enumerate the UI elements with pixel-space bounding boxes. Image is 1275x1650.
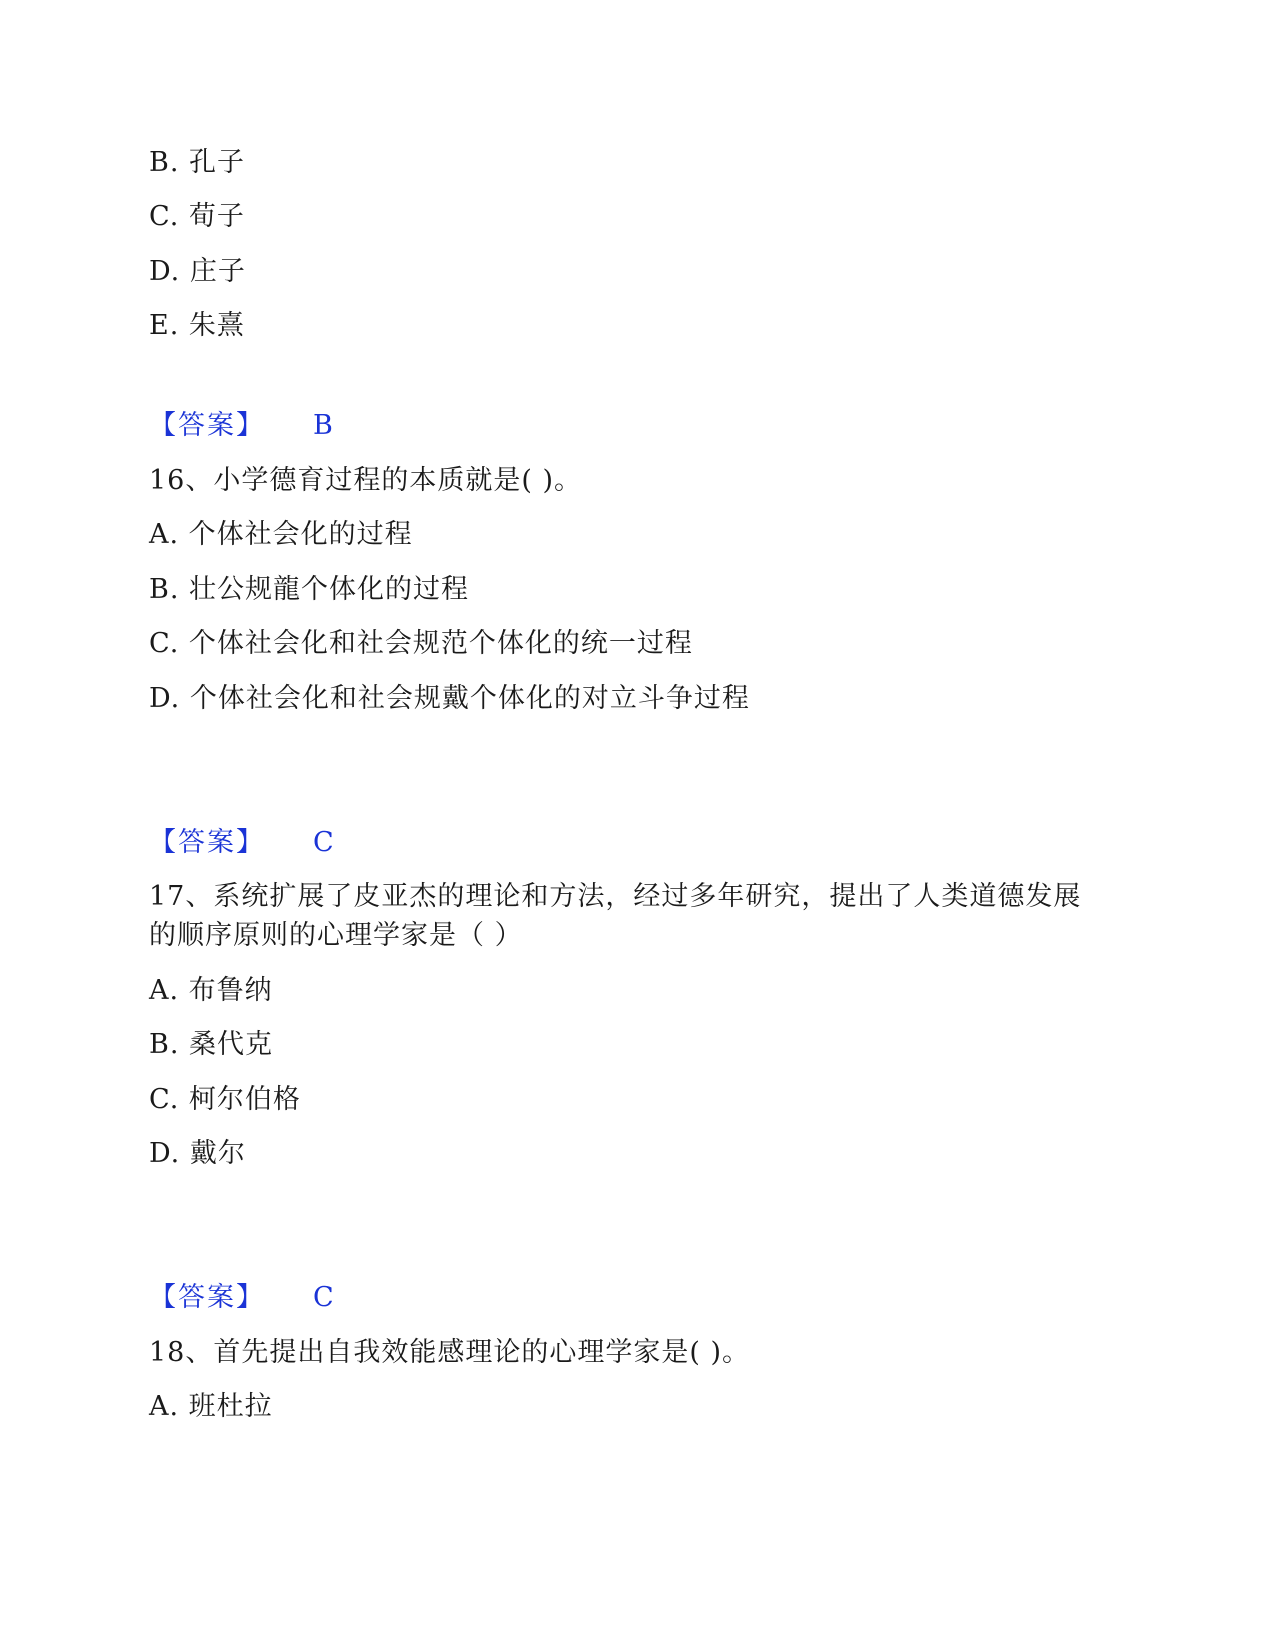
q18-option-a: A. 班杜拉: [149, 1391, 273, 1422]
q15-option-c: C. 荀子: [149, 201, 245, 232]
q15-option-e: E. 朱熹: [149, 310, 245, 341]
answer-label: 【答案】: [149, 1282, 265, 1313]
answer-value: C: [313, 1282, 335, 1313]
q15-option-d: D. 庄子: [149, 256, 246, 287]
q16-option-d: D. 个体社会化和社会规戴个体化的对立斗争过程: [149, 683, 750, 714]
q18-question: 18、首先提出自我效能感理论的心理学家是( )。: [149, 1337, 751, 1368]
q17-answer: [149, 1281, 335, 1315]
q17-option-a: A. 布鲁纳: [149, 975, 273, 1006]
q15-answer: [149, 409, 334, 443]
q16-question: 16、小学德育过程的本质就是( )。: [149, 465, 583, 496]
answer-value: B: [313, 410, 334, 441]
q17-option-d: D. 戴尔: [149, 1138, 246, 1169]
q17-option-c: C. 柯尔伯格: [149, 1084, 301, 1115]
q17-question-line2: 的顺序原则的心理学家是（ ）: [149, 920, 523, 951]
q17-question-line1: 17、系统扩展了皮亚杰的理论和方法，经过多年研究，提出了人类道德发展: [149, 881, 1082, 912]
q16-option-a: A. 个体社会化的过程: [149, 519, 413, 550]
q17-option-b: B. 桑代克: [149, 1029, 274, 1060]
answer-value: C: [313, 827, 335, 858]
q16-answer: [149, 826, 335, 860]
q16-option-c: C. 个体社会化和社会规范个体化的统一过程: [149, 628, 693, 659]
answer-label: 【答案】: [149, 827, 265, 858]
q15-option-b: B. 孔子: [149, 147, 246, 178]
q16-option-b: B. 壮公规龍个体化的过程: [149, 574, 470, 605]
answer-label: 【答案】: [149, 410, 265, 441]
